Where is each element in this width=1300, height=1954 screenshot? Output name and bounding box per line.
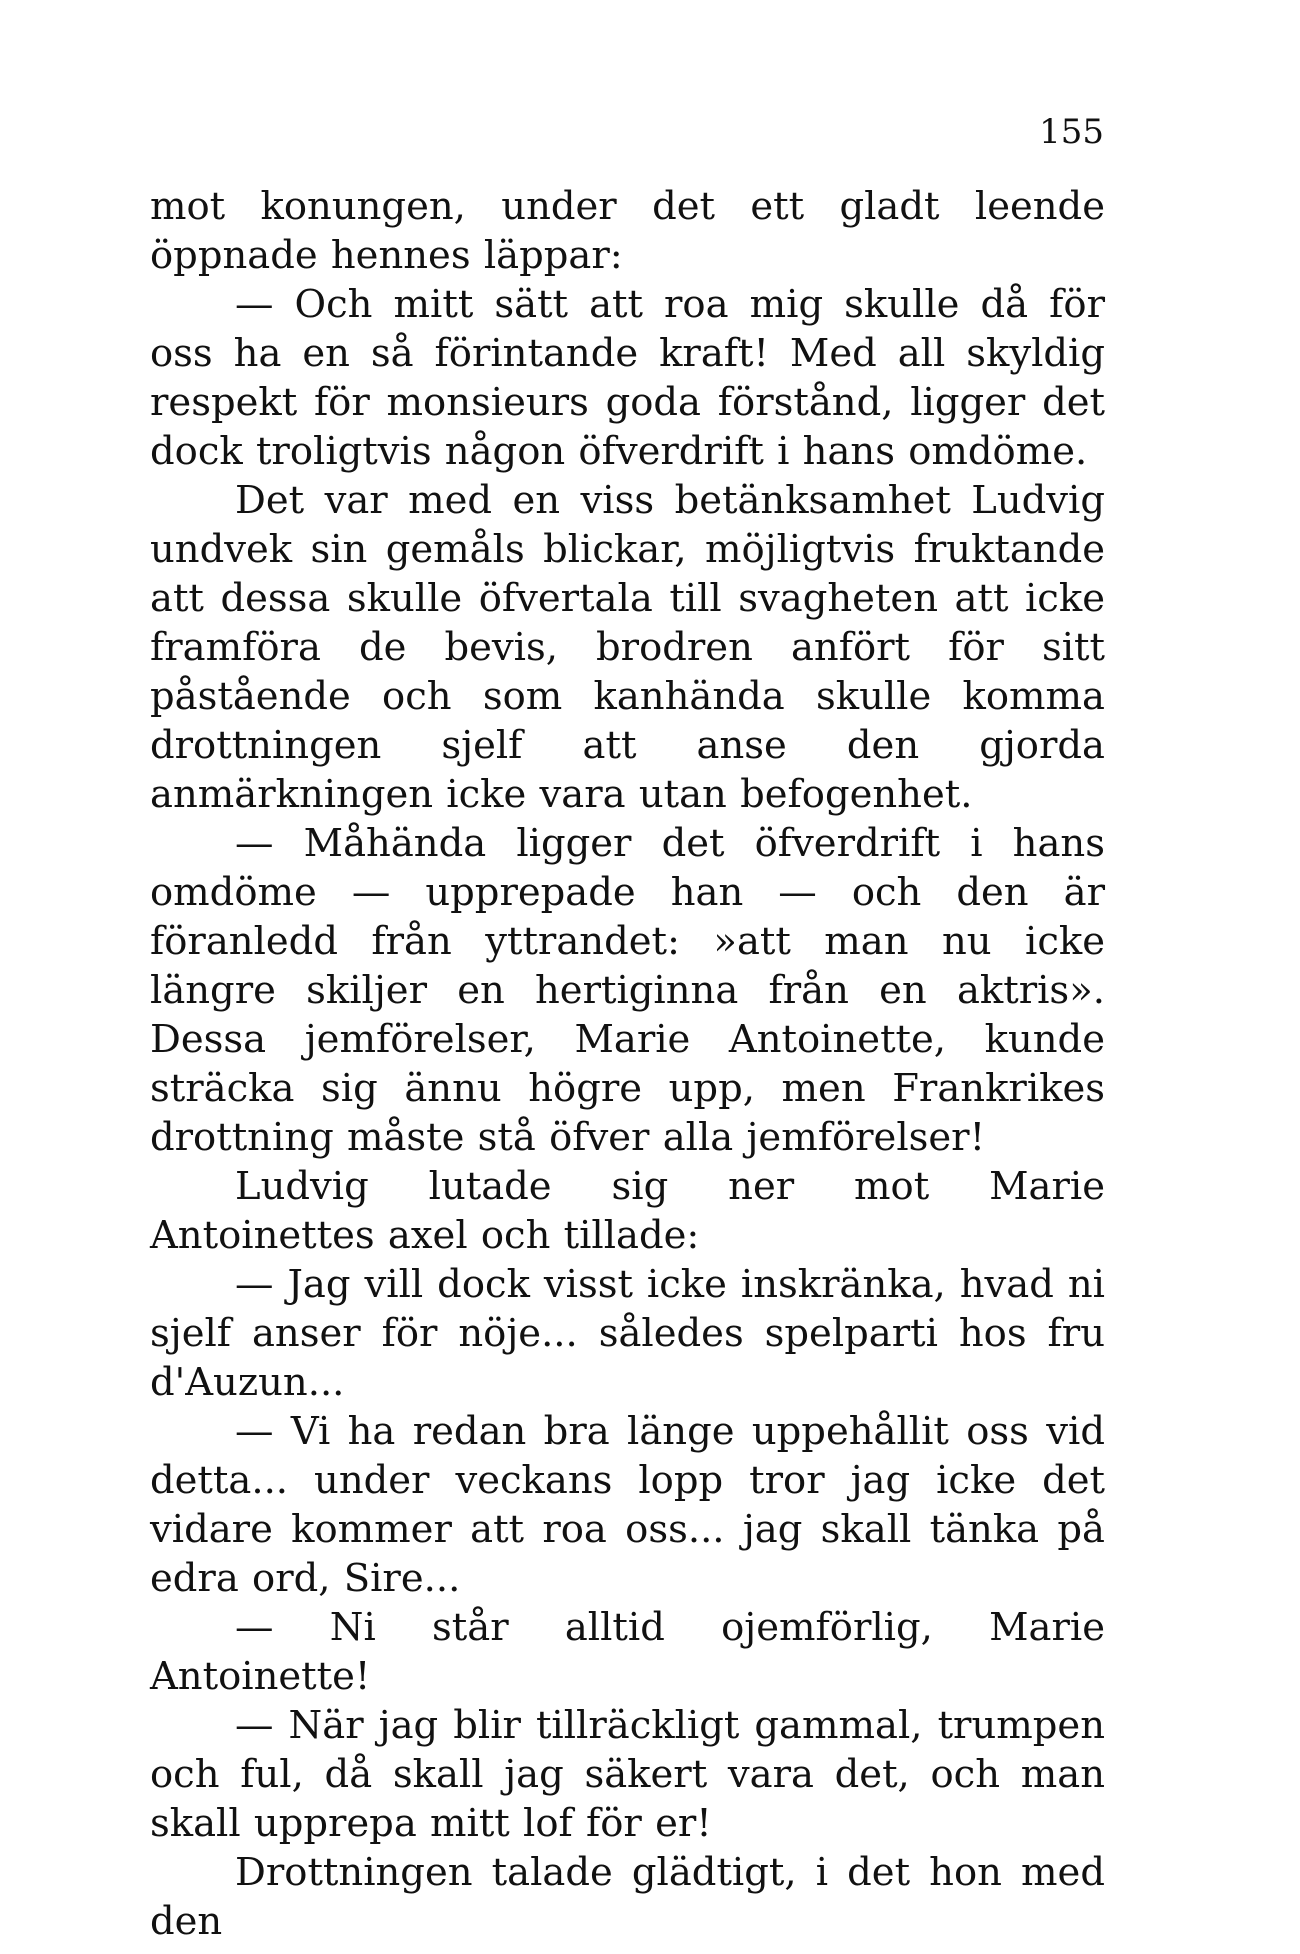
paragraph-3: Det var med en viss betänksamhet Ludvig undvek sin gemåls blickar, möjligtvis fruktande att dessa skulle öfvertala till svagheten att icke framföra de bevis, brodren anfört för sitt påstående och som kanhända skulle komma drottningen sjelf att anse den gjorda anmärkningen icke vara utan befogenhet. <box>150 478 1105 817</box>
paragraph-2: — Och mitt sätt att roa mig skulle då för oss ha en så förintande kraft! Med all skyldig respekt för monsieurs goda förstånd, ligger det dock troligtvis någon öfverdrift i hans omdöme. <box>150 282 1105 474</box>
paragraph-10: Drottningen talade glädtigt, i det hon med den <box>150 1850 1105 1944</box>
paragraph-7: — Vi ha redan bra länge uppehållit oss vid detta... under veckans lopp tror jag icke det vidare kommer att roa oss... jag skall tänka på edra ord, Sire... <box>150 1409 1105 1601</box>
paragraph-9: — När jag blir tillräckligt gammal, trumpen och ful, då skall jag säkert vara det, och man skall upprepa mitt lof för er! <box>150 1703 1105 1846</box>
paragraph-8: — Ni står alltid ojemförlig, Marie Antoinette! <box>150 1605 1105 1699</box>
paragraph-5: Ludvig lutade sig ner mot Marie Antoinettes axel och tillade: <box>150 1164 1105 1258</box>
paragraph-1: mot konungen, under det ett gladt leende öppnade hennes läppar: <box>150 184 1105 278</box>
body-text <box>150 182 1105 1946</box>
page-number: 155 <box>1039 112 1104 152</box>
paragraph-4: — Måhända ligger det öfverdrift i hans omdöme — upprepade han — och den är föranledd från yttrandet: »att man nu icke längre skiljer en hertiginna från en aktris». Dessa jemförelser, Marie Antoinette, kunde sträcka sig ännu högre upp, men Frankrikes drottning måste stå öfver alla jemförelser! <box>150 821 1105 1160</box>
paragraph-6: — Jag vill dock visst icke inskränka, hvad ni sjelf anser för nöje... således spelparti hos fru d'Auzun... <box>150 1262 1105 1405</box>
